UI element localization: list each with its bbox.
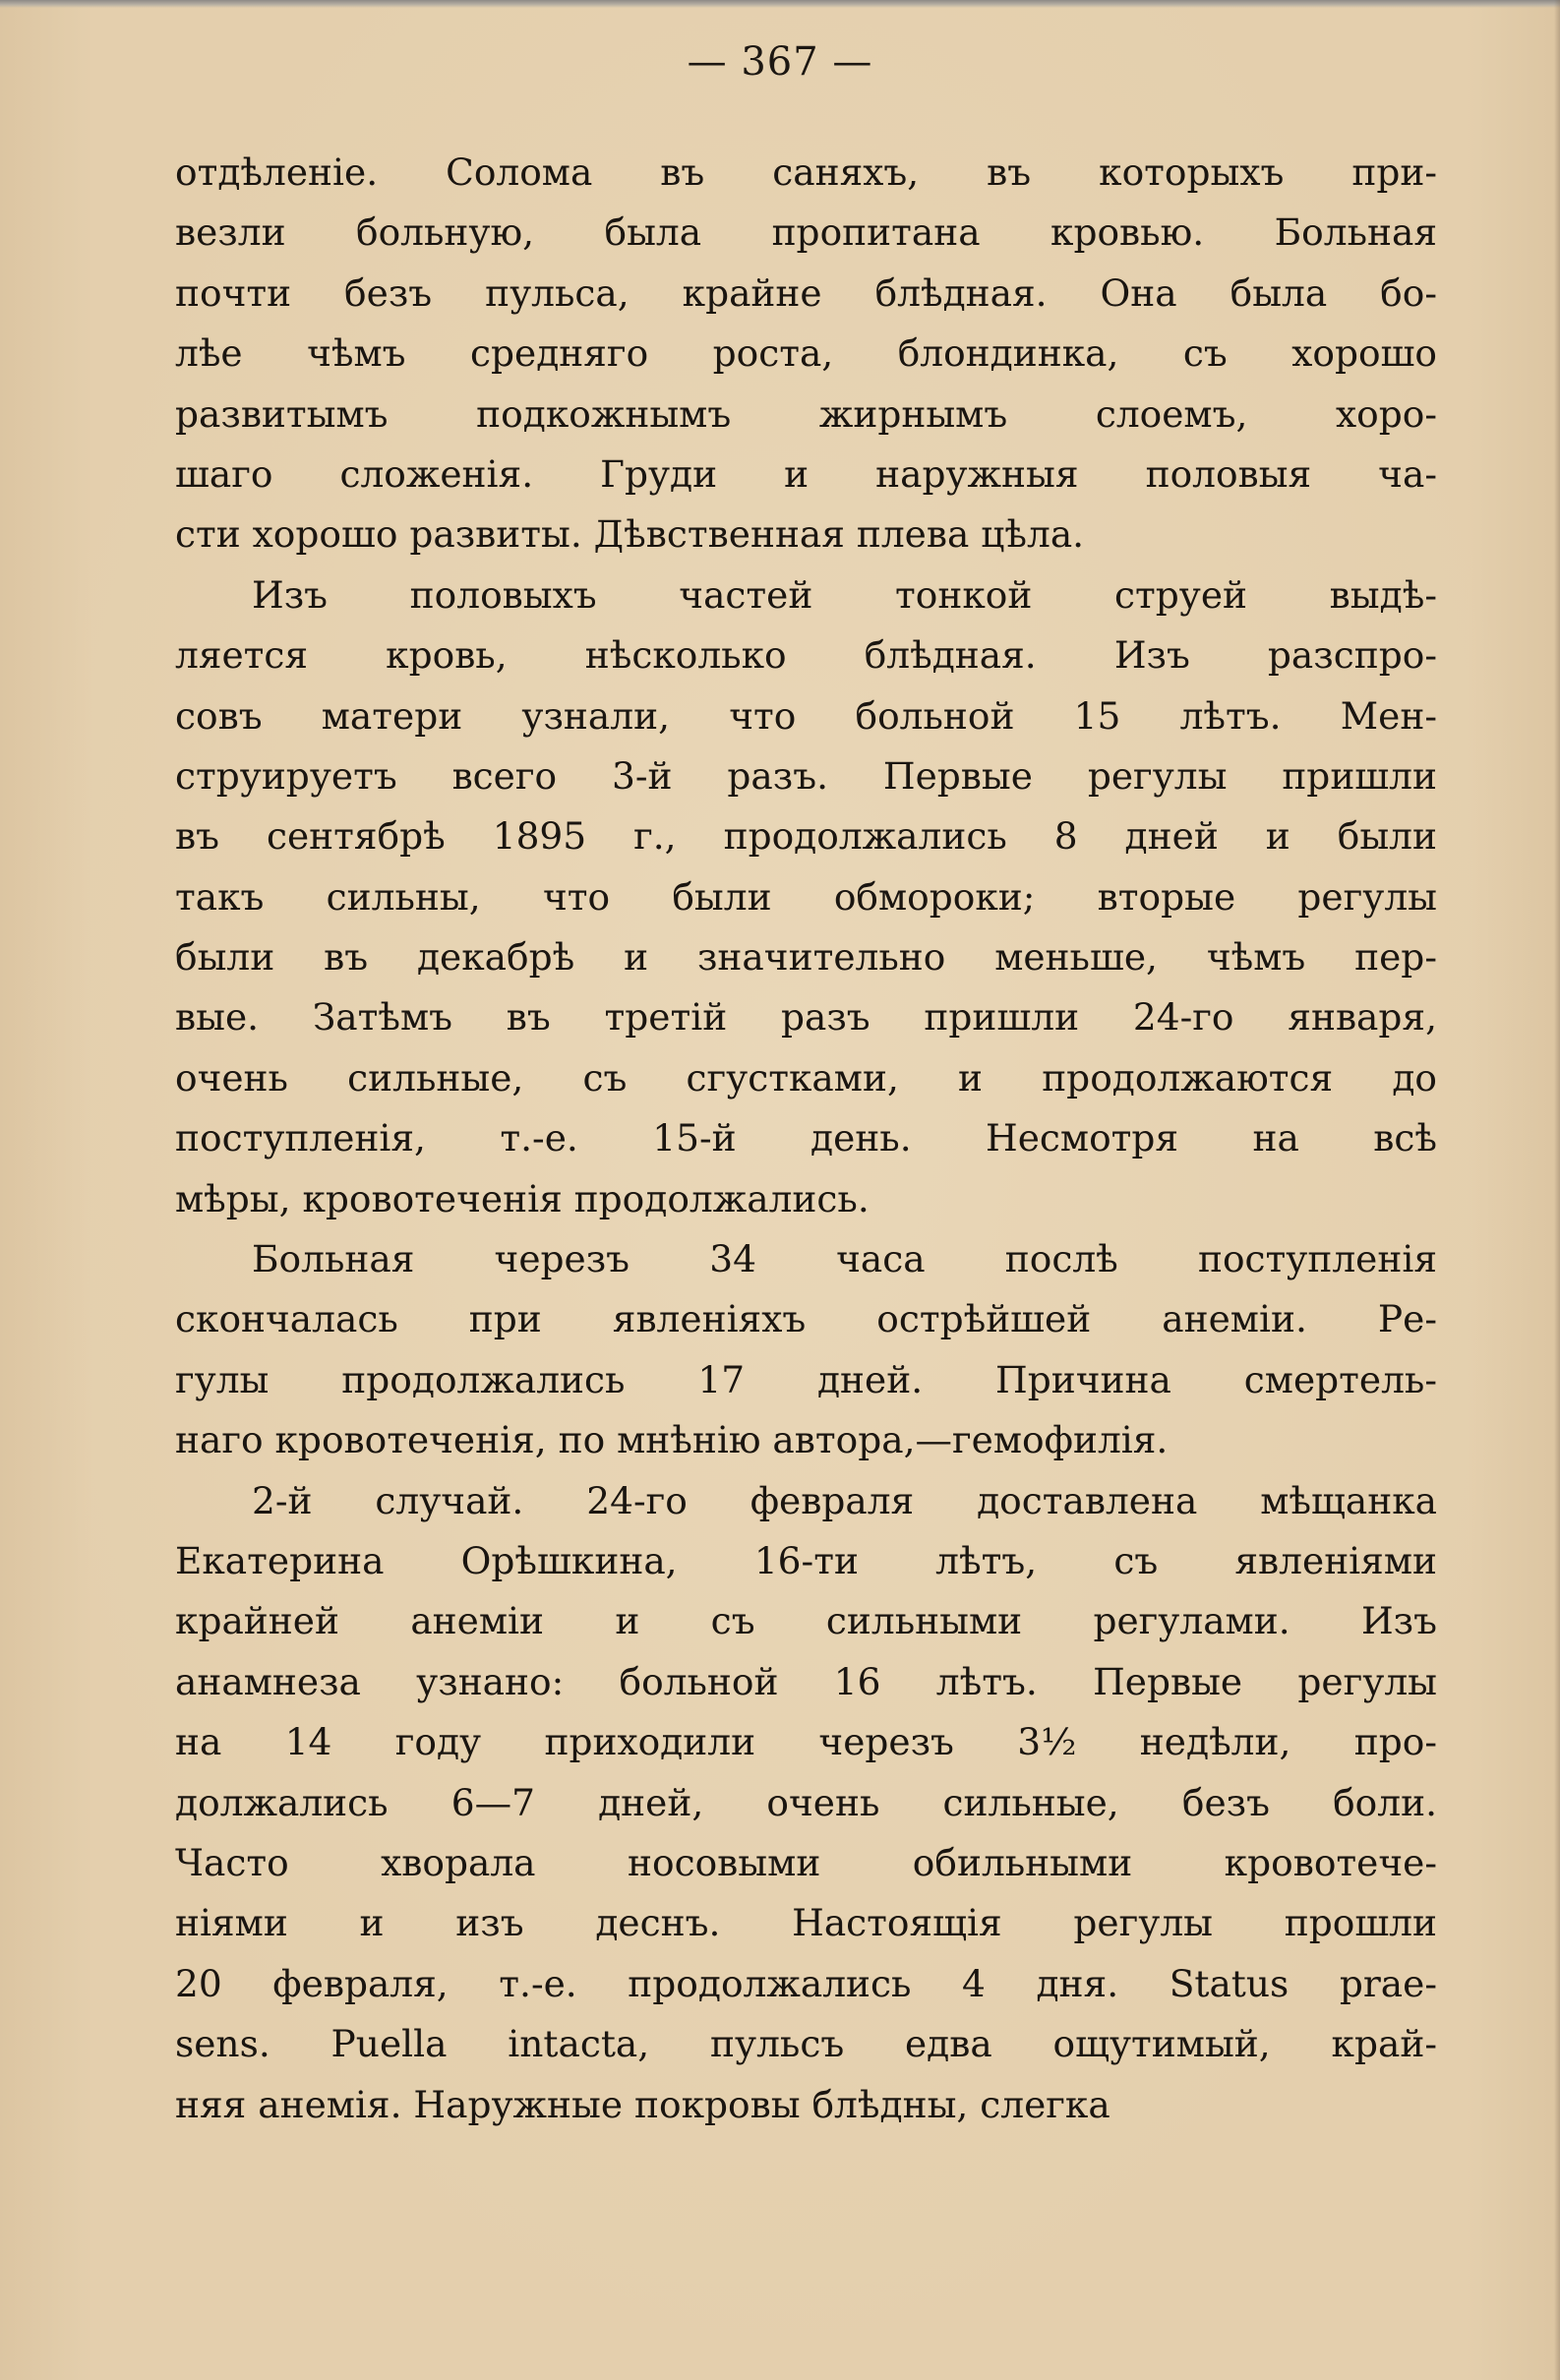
paragraph bbox=[175, 1471, 1437, 2135]
text-line: вые. Затѣмъ въ третій разъ пришли 24-го января, bbox=[175, 995, 1437, 1040]
text-line: везли больную, была пропитана кровью. Больная bbox=[175, 210, 1437, 255]
text-line: Екатерина Орѣшкина, 16-ти лѣтъ, съ явленіями bbox=[175, 1538, 1437, 1582]
text-line: лѣе чѣмъ средняго роста, блондинка, съ хорошо bbox=[175, 331, 1437, 376]
scan-top-edge bbox=[0, 0, 1560, 8]
text-line: въ сентябрѣ 1895 г., продолжались 8 дней и были bbox=[175, 814, 1437, 859]
paragraph bbox=[175, 1229, 1437, 1471]
text-line: Часто хворала носовыми обильными кровотече- bbox=[175, 1840, 1437, 1884]
text-line: sens. Puella intacta, пульсъ едва ощутимый, край- bbox=[175, 2022, 1437, 2066]
text-line: шаго сложенія. Груди и наружныя половыя ча- bbox=[175, 451, 1437, 496]
text-line: почти безъ пульса, крайне блѣдная. Она была бо- bbox=[175, 270, 1437, 315]
text-line: должались 6—7 дней, очень сильные, безъ боли. bbox=[175, 1780, 1437, 1824]
text-line: гулы продолжались 17 дней. Причина смертель- bbox=[175, 1357, 1437, 1401]
text-line: отдѣленіе. Солома въ саняхъ, въ которыхъ при- bbox=[175, 150, 1437, 194]
text-line: анамнеза узнано: больной 16 лѣтъ. Первые регулы bbox=[175, 1659, 1437, 1703]
text-line: 2-й случай. 24-го февраля доставлена мѣщанка bbox=[252, 1478, 1437, 1522]
text-line: поступленія, т.-е. 15-й день. Несмотря на всѣ bbox=[175, 1116, 1437, 1160]
text-line: мѣры, кровотеченія продолжались. bbox=[175, 1176, 870, 1220]
text-line: скончалась при явленіяхъ острѣйшей анеміи. Ре- bbox=[175, 1297, 1437, 1341]
paragraph bbox=[175, 143, 1437, 565]
text-line: Изъ половыхъ частей тонкой струей выдѣ- bbox=[252, 572, 1437, 617]
scan-right-edge bbox=[1554, 0, 1560, 2380]
paragraph bbox=[175, 565, 1437, 1229]
text-line: Больная черезъ 34 часа послѣ поступленія bbox=[252, 1237, 1437, 1281]
text-line: на 14 году приходили черезъ 3½ недѣли, про- bbox=[175, 1720, 1437, 1764]
text-line: очень сильные, съ сгустками, и продолжаются до bbox=[175, 1055, 1437, 1100]
page-number: — 367 — bbox=[687, 39, 873, 85]
body-text bbox=[175, 143, 1437, 2135]
text-line: ляется кровь, нѣсколько блѣдная. Изъ разспро- bbox=[175, 633, 1437, 678]
text-line: развитымъ подкожнымъ жирнымъ слоемъ, хоро- bbox=[175, 391, 1437, 436]
text-line: струируетъ всего 3-й разъ. Первые регулы пришли bbox=[175, 753, 1437, 798]
text-line: сти хорошо развиты. Дѣвственная плева цѣла. bbox=[175, 512, 1085, 557]
text-line: крайней анеміи и съ сильными регулами. Изъ bbox=[175, 1599, 1437, 1643]
text-line: няя анемія. Наружные покровы блѣдны, слегка bbox=[175, 2082, 1110, 2126]
text-line: такъ сильны, что были обмороки; вторые регулы bbox=[175, 874, 1437, 919]
text-line: 20 февраля, т.-е. продолжались 4 дня. Status prae- bbox=[175, 1961, 1437, 2005]
text-line: наго кровотеченія, по мнѣнію автора,—гемофилія. bbox=[175, 1418, 1169, 1462]
text-line: были въ декабрѣ и значительно меньше, чѣмъ пер- bbox=[175, 935, 1437, 980]
text-line: совъ матери узнали, что больной 15 лѣтъ. Мен- bbox=[175, 693, 1437, 738]
text-line: ніями и изъ деснъ. Настоящія регулы прошли bbox=[175, 1901, 1437, 1945]
